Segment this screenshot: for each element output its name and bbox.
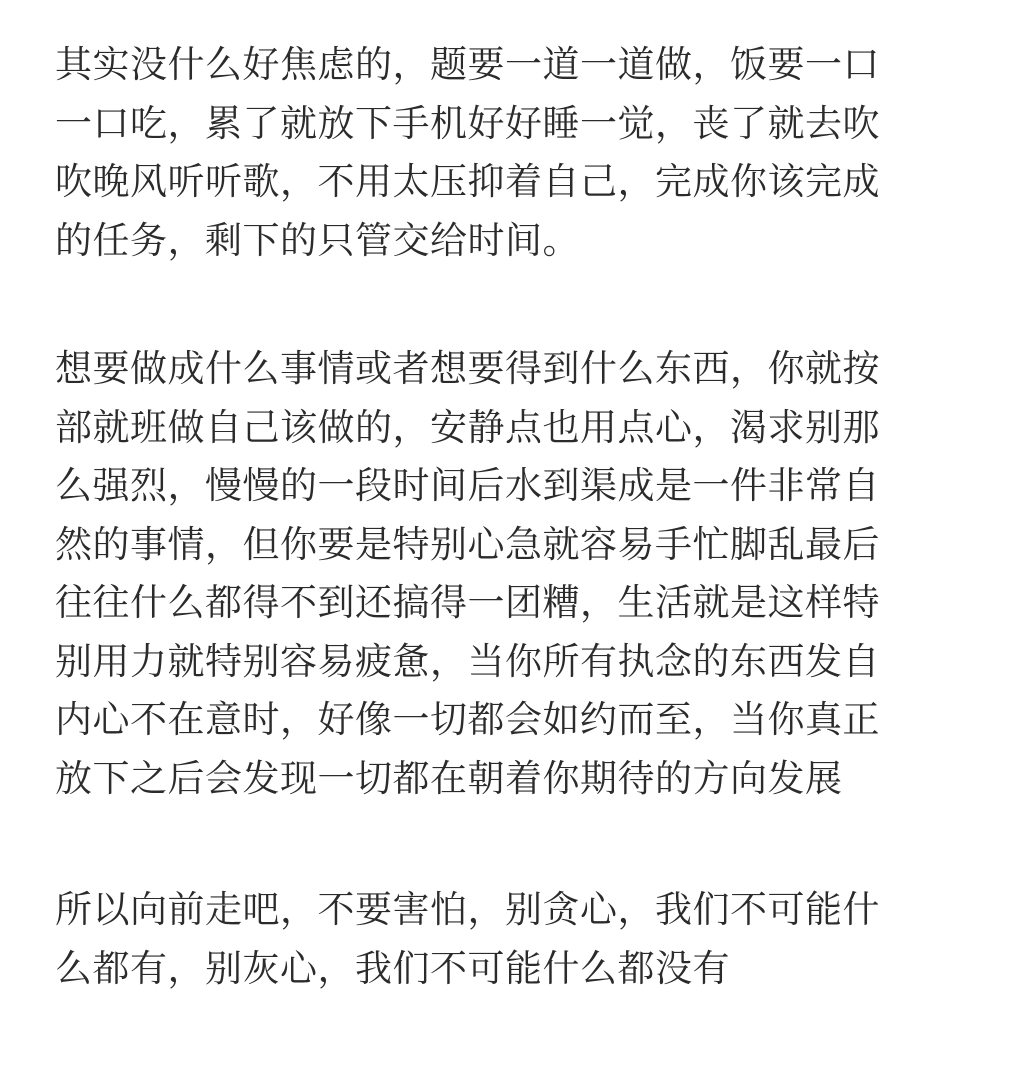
text-line: 一口吃，累了就放下手机好好睡一觉，丧了就去吹	[55, 101, 880, 145]
text-line: 其实没什么好焦虑的，题要一道一道做，饭要一口	[55, 43, 880, 86]
text-line: 想要做成什么事情或者想要得到什么东西，你就按	[55, 347, 880, 390]
text-line: 别用力就特别容易疲惫，当你所有执念的东西发自	[55, 639, 880, 683]
paragraph-2	[55, 340, 955, 808]
text-line: 么都有，别灰心，我们不可能什么都没有	[55, 946, 730, 990]
text-line: 放下之后会发现一切都在朝着你期待的方向发展	[55, 756, 843, 800]
text-line: 然的事情，但你要是特别心急就容易手忙脚乱最后	[55, 522, 880, 566]
text-line: 的任务，剩下的只管交给时间。	[55, 218, 580, 262]
text-line: 吹晚风听听歌，不用太压抑着自己，完成你该完成	[55, 160, 880, 203]
text-line: 么强烈，慢慢的一段时间后水到渠成是一件非常自	[55, 464, 880, 507]
text-line: 往往什么都得不到还搞得一团糟，生活就是这样特	[55, 581, 880, 624]
text-line: 部就班做自己该做的，安静点也用点心，渴求别那	[55, 405, 880, 449]
paragraph-1	[55, 36, 955, 270]
text-line: 内心不在意时，好像一切都会如约而至，当你真正	[55, 698, 880, 741]
paragraph-3	[55, 881, 955, 998]
text-line: 所以向前走吧，不要害怕，别贪心，我们不可能什	[55, 888, 880, 931]
